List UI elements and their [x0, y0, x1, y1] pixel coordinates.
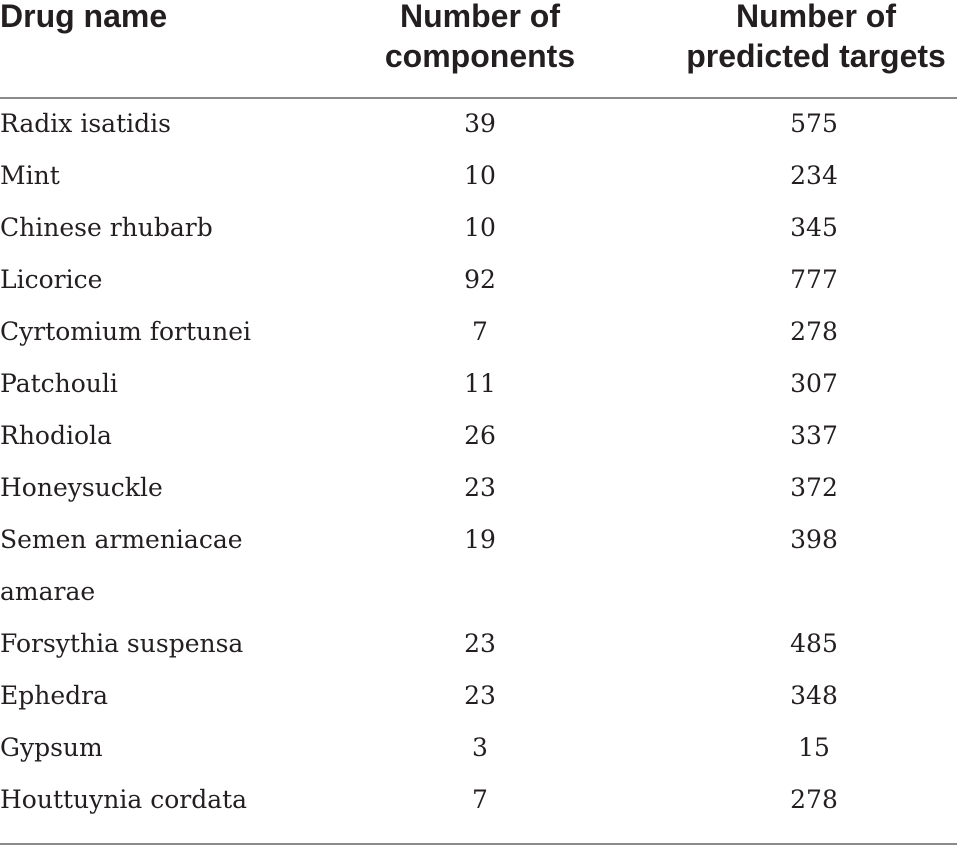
drug-name-cell: Cyrtomium fortunei [0, 317, 252, 346]
drug-name-cell: Rhodiola [0, 421, 112, 450]
targets-cell: 372 [790, 473, 838, 502]
table-row [0, 618, 957, 670]
table-row [0, 254, 957, 306]
components-cell: 10 [464, 213, 496, 242]
targets-cell: 307 [790, 369, 838, 398]
table-row [0, 670, 957, 722]
targets-cell: 345 [790, 213, 838, 242]
targets-cell: 337 [790, 421, 838, 450]
components-cell: 11 [464, 369, 496, 398]
header-drug-name: Drug name [0, 0, 168, 34]
table-row [0, 150, 957, 202]
header-number-of-predicted-targets: Number of predicted targets [686, 0, 946, 74]
components-cell: 3 [472, 733, 488, 762]
components-cell: 26 [464, 421, 496, 450]
table-row [0, 202, 957, 254]
drug-name-cell: Gypsum [0, 733, 103, 762]
targets-cell: 234 [790, 161, 838, 190]
drug-name-cell: Forsythia suspensa [0, 629, 244, 658]
targets-cell: 485 [790, 629, 838, 658]
targets-cell: 278 [790, 317, 838, 346]
drug-name-cell: Honeysuckle [0, 473, 163, 502]
drug-name-cell: Licorice [0, 265, 103, 294]
drug-name-cell: Mint [0, 161, 60, 190]
targets-cell: 398 [790, 525, 838, 554]
targets-cell: 278 [790, 785, 838, 814]
targets-cell: 15 [798, 733, 830, 762]
header-number-of-components: Number of components [384, 0, 576, 74]
drug-name-cell: Semen armeniacae amarae [0, 525, 243, 606]
table-row [0, 462, 957, 514]
components-cell: 23 [464, 473, 496, 502]
table-header [0, 0, 957, 98]
table-row [0, 358, 957, 410]
components-cell: 23 [464, 629, 496, 658]
table-row [0, 774, 957, 826]
table-body [0, 98, 957, 826]
components-cell: 92 [464, 265, 496, 294]
drug-name-cell: Radix isatidis [0, 109, 171, 138]
drug-name-cell: Ephedra [0, 681, 109, 710]
components-cell: 19 [464, 525, 496, 554]
components-cell: 39 [464, 109, 496, 138]
table-row [0, 514, 957, 618]
components-cell: 7 [472, 785, 488, 814]
table-row [0, 98, 957, 150]
table-row [0, 722, 957, 774]
drug-name-cell: Houttuynia cordata [0, 785, 248, 814]
drug-name-cell: Chinese rhubarb [0, 213, 213, 242]
targets-cell: 348 [790, 681, 838, 710]
components-cell: 7 [472, 317, 488, 346]
table-bottom-rule [0, 843, 957, 845]
drug-name-cell: Patchouli [0, 369, 118, 398]
components-cell: 10 [464, 161, 496, 190]
components-cell: 23 [464, 681, 496, 710]
table-row [0, 410, 957, 462]
table-row [0, 306, 957, 358]
targets-cell: 575 [790, 109, 838, 138]
targets-cell: 777 [790, 265, 838, 294]
